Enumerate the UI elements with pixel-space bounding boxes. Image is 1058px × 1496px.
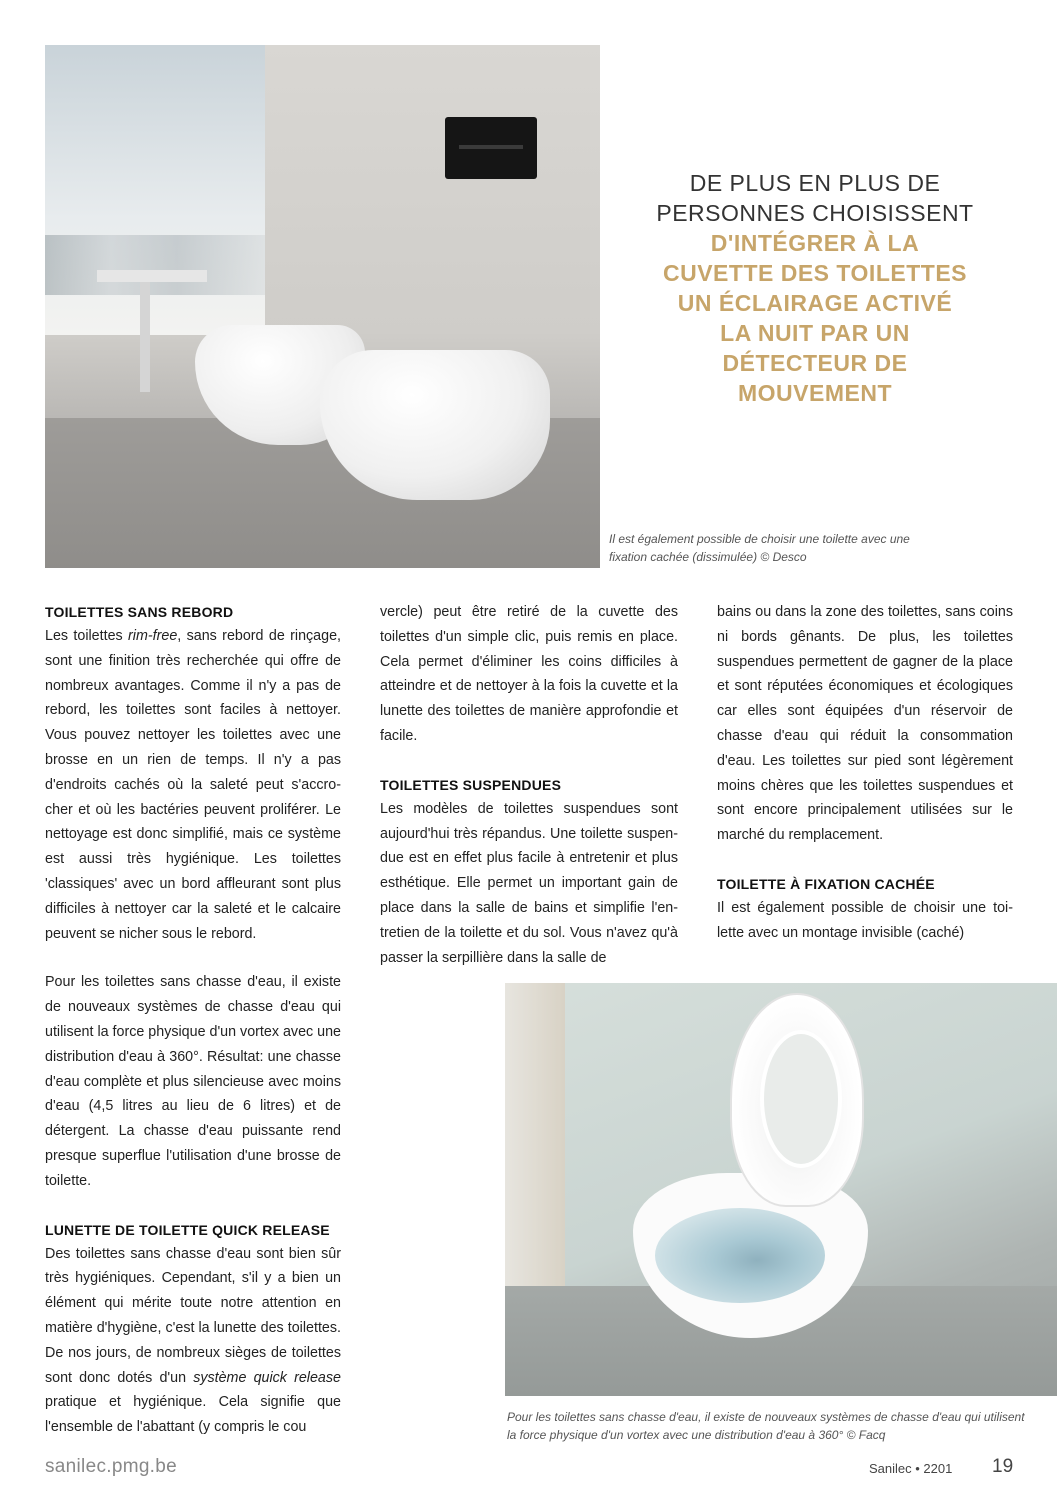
paragraph-text: Les toilettes — [45, 628, 129, 644]
footer-website[interactable]: sanilec.pmg.be — [45, 1456, 177, 1477]
pull-quote — [640, 168, 990, 408]
window — [45, 45, 265, 335]
page-number: 19 — [992, 1456, 1014, 1477]
paragraph: bains ou dans la zone des toilettes, sans coins ni bords gênants. De plus, les toilettes suspendues permettent de gagner de la place et sont réputées économiques et écologiques car elles sont équipées d'un réservoir de chasse d'eau qui réduit la consommation d'eau. Les toilettes sur pied sont légèrement moins chères que les toilettes suspendues et sont encore principalement utilisées sur le marché du remplacement. — [717, 604, 1013, 844]
paragraph — [45, 624, 341, 946]
text-column-1 — [45, 600, 341, 1440]
section-heading: TOILETTE À FIXATION CACHÉE — [717, 875, 935, 892]
paragraph-text: , sans rebord de rinçage, sont une finition très recherchée qui offre de nombreux avantages. Comme il n'y a pas de rebord, les toilettes sont faciles à nettoyer. Vous pouvez nettoyer les toilettes avec une brosse en un rien de temps. Il n'y a pas d'endroits cachés où la saleté peut s'accrocher et où les bactéries peuvent proliférer. Le nettoyage est donc simplifié, mais ce système est aussi très hygiénique. Les toilettes 'classiques' avec un bord affleurant sont plus difficiles à nettoyer car la saleté et le calcaire peuvent se nicher sous le rebord. — [45, 628, 341, 942]
section-heading: TOILETTES SUSPENDUES — [380, 776, 562, 793]
flush-plate — [445, 117, 537, 179]
vortex-water — [655, 1208, 825, 1303]
paragraph: Les modèles de toilettes suspendues sont aujourd'hui très répandus. Une toilette suspendue est en effet plus facile à entretenir et plus esthétique. Elle permet un important gain de place dans la salle de bains et simplifie l'entretien de la toilette et du sol. Vous n'avez qu'à passer la serpillière dans la salle de — [380, 800, 678, 966]
paragraph: Pour les toilettes sans chasse d'eau, il existe de nouveaux systèmes de chasse d'eau qui utilisent la force physique d'un vortex avec une distribution d'eau à 360°. Résultat: une chasse d'eau complète et plus silencieuse avec moins d'eau (4,5 litres au lieu de 6 litres) et de détergent. La chasse d'eau puissante rend presque superflue l'utilisation d'une brosse de toilette. — [45, 974, 341, 1189]
text-column-3 — [717, 600, 1013, 946]
paragraph: Il est également possible de choisir une toilette avec un montage invisible (caché) — [717, 899, 1013, 941]
paragraph-emphasis: système quick release — [193, 1369, 341, 1386]
section-heading: LUNETTE DE TOILETTE QUICK RELEASE — [45, 1221, 330, 1238]
side-table — [97, 270, 207, 282]
photo-caption-bottom: Pour les toilettes sans chasse d'eau, il existe de nouveaux systèmes de chasse d'eau qui utilisent la force physique d'un vortex avec une distribution d'eau à 360° © Facq — [507, 1410, 1025, 1442]
open-toilet-lid — [730, 993, 864, 1207]
pull-quote-accent-line: CUVETTE DES TOILETTES — [663, 260, 967, 286]
section-heading: TOILETTES SANS REBORD — [45, 604, 234, 620]
pull-quote-accent-line: D'INTÉGRER À LA — [710, 230, 920, 256]
paragraph: vercle) peut être retiré de la cuvette des toilettes d'un simple clic, puis remis en place. Cela permet d'éliminer les coins difficiles à atteindre et de nettoyer à la fois la cuvette et la lunette des toilettes de manière approfondie et facile. — [380, 604, 678, 744]
paragraph — [45, 1242, 341, 1440]
pull-quote-accent-line: DÉTECTEUR DE — [722, 350, 908, 376]
wall-hung-toilet — [320, 350, 550, 500]
side-table-leg — [140, 282, 150, 392]
bathroom-photo — [45, 45, 600, 568]
pull-quote-line: PERSONNES CHOISISSENT — [656, 200, 974, 226]
pull-quote-accent-line: LA NUIT PAR UN — [720, 320, 910, 346]
vortex-toilet-photo — [505, 983, 1057, 1396]
pull-quote-accent-line: MOUVEMENT — [738, 380, 892, 406]
pull-quote-accent-line: UN ÉCLAIRAGE ACTIVÉ — [677, 290, 953, 316]
text-column-2 — [380, 600, 678, 970]
pull-quote-line: DE PLUS EN PLUS DE — [689, 170, 941, 196]
footer-magazine-issue: Sanilec • 2201 — [869, 1461, 953, 1476]
photo-caption-top: Il est également possible de choisir une toilette avec une fixation cachée (dissimulée) © Desco — [609, 532, 910, 564]
paragraph-text: Des toilettes sans chasse d'eau sont bien sûr très hygiéniques. Cependant, s'il y a bien un élément qui mérite toute notre attention en matière d'hygiène, c'est la lunette des toilettes. De nos jours, de nombreux sièges de toilettes sont donc dotés d'un — [45, 1245, 341, 1386]
paragraph-text: pratique et hygiénique. Cela signifie que l'ensemble de l'abattant (y compris le cou — [45, 1394, 341, 1436]
paragraph-emphasis: rim-free — [128, 628, 178, 644]
